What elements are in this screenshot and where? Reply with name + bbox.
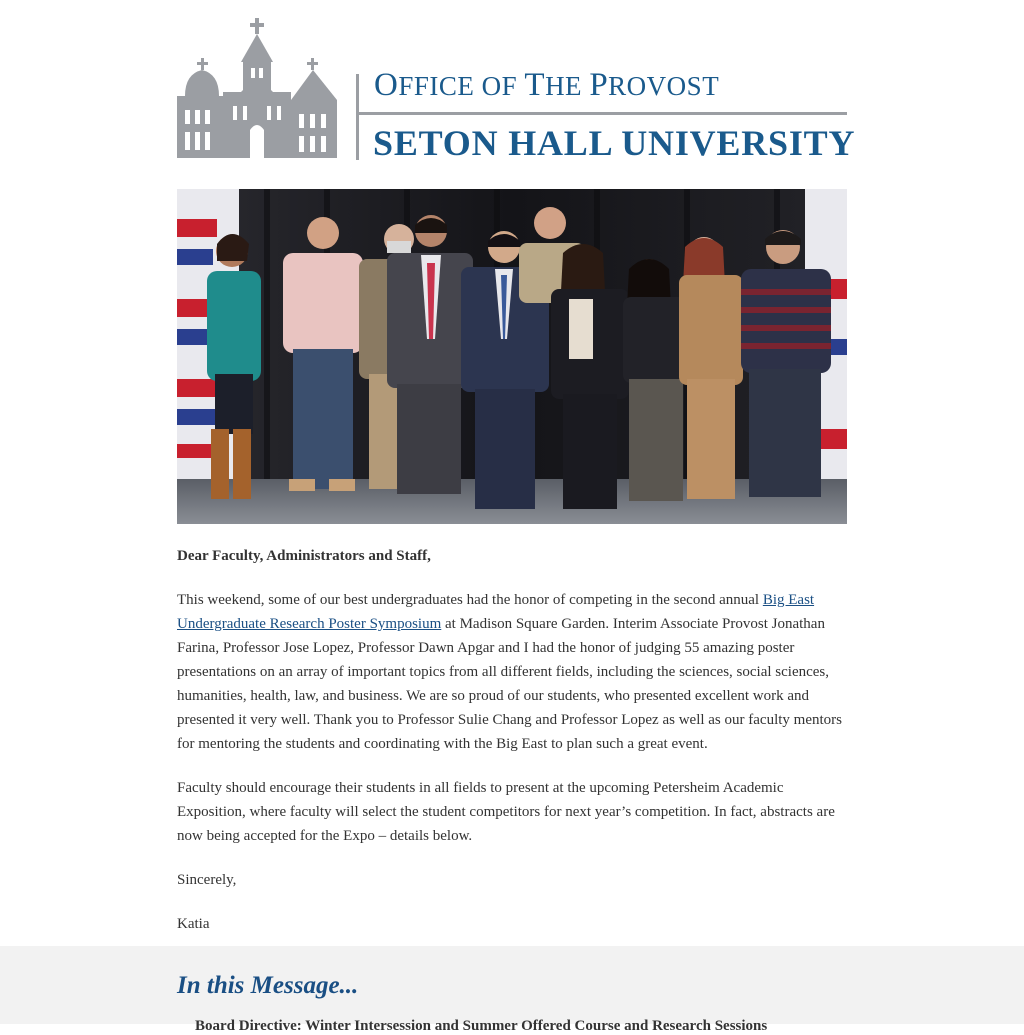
logo-divider bbox=[356, 74, 359, 160]
seton-hall-university-wordmark: SETON HALL UNIVERSITY bbox=[373, 123, 856, 163]
header-logo bbox=[177, 18, 856, 163]
in-this-message-heading: In this Message... bbox=[177, 972, 359, 999]
closing: Sincerely, bbox=[177, 872, 237, 888]
paragraph-1: This weekend, some of our best undergraduates had the honor of competing in the second annual Big East Undergraduate Research Poster Symposium at Madison Square Garden. Interim Associate Provost Jonathan Farina, Professor Jose Lopez, Professor Dawn Apgar and I had the honor of judging 55 amazing poster presentations on an array of important topics from all different fields, including the sciences, social sciences, humanities, health, law, and business. We are so proud of our students, who presented excellent work and presented it very well. Thank you to Professor Sulie Chang and Professor Lopez as well as our faculty mentors for mentoring the students and coordinating with the Big East to plan such a great event. bbox=[177, 592, 842, 752]
letter-body bbox=[177, 544, 847, 956]
group-photo-image bbox=[177, 189, 847, 524]
toc-item[interactable]: Board Directive: Winter Intersession and Summer Offered Course and Research Sessions bbox=[195, 1018, 768, 1034]
signature: Katia bbox=[177, 916, 210, 932]
paragraph-2: Faculty should encourage their students in all fields to present at the upcoming Petersheim Academic Exposition, where faculty will select the student competitors for next year’s competition. In fact, abstracts are now being accepted for the Expo – details below. bbox=[177, 780, 835, 844]
church-silhouette-icon bbox=[177, 18, 342, 163]
in-this-message-section bbox=[0, 946, 1024, 1034]
logo-rule bbox=[357, 112, 847, 115]
office-of-the-provost-wordmark: OFFICE OF THE PROVOST bbox=[374, 67, 720, 103]
big-east-symposium-link[interactable]: Big East Undergraduate Research Poster Symposium bbox=[177, 592, 815, 632]
greeting: Dear Faculty, Administrators and Staff, bbox=[177, 548, 431, 564]
